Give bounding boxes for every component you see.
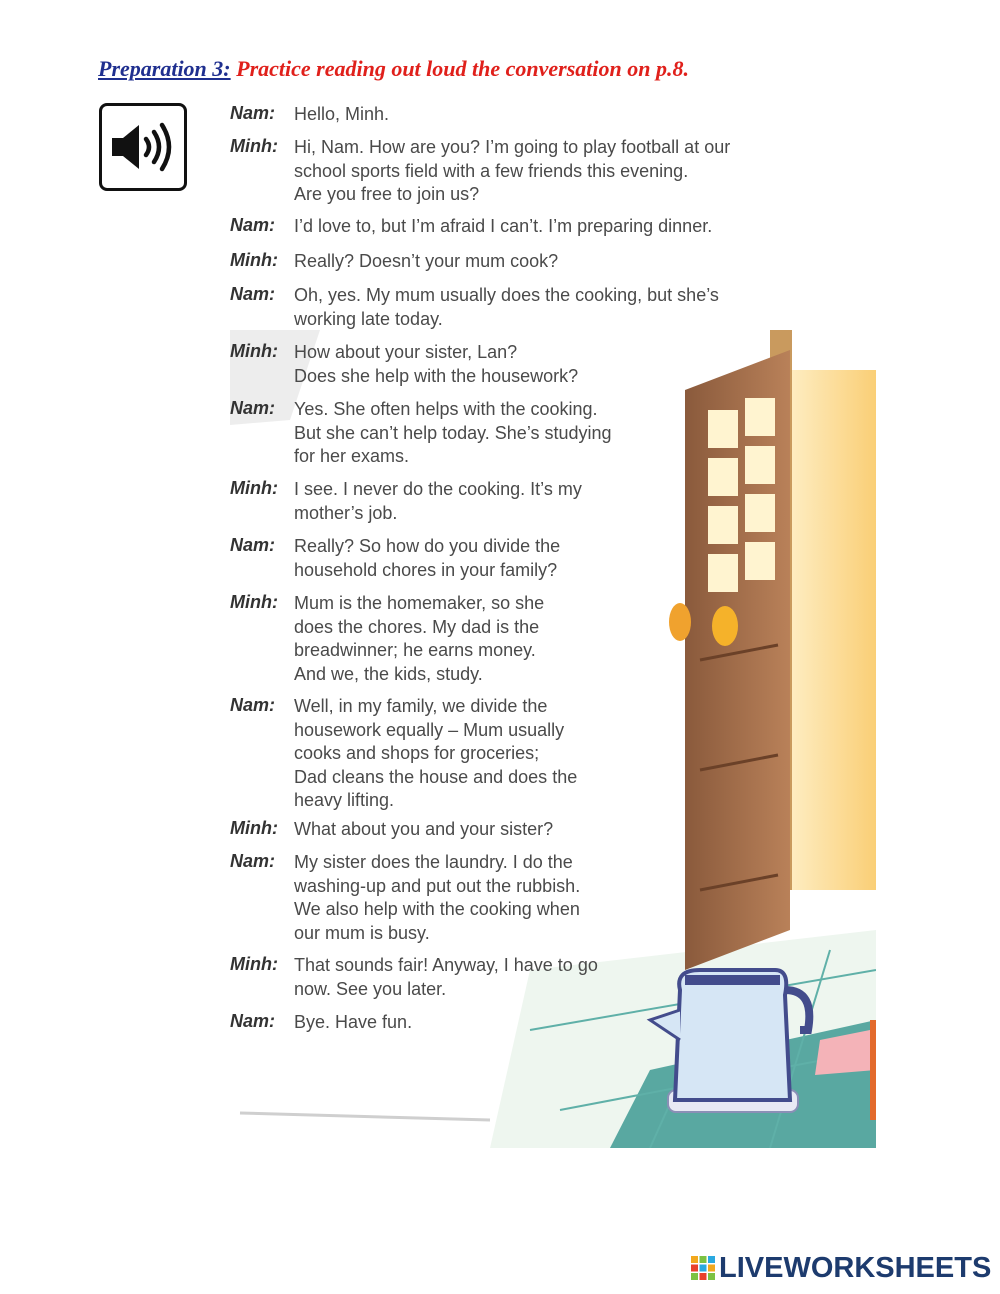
dialogue-line: working late today. — [294, 308, 443, 329]
dialogue-line: I see. I never do the cooking. It’s my — [294, 479, 582, 499]
dialogue-line: housework equally – Mum usually — [294, 719, 565, 740]
dialogue-line: does the chores. My dad is the — [294, 616, 540, 637]
dialogue-line: What about you and your sister? — [294, 819, 554, 839]
speaker-name: Nam: — [230, 103, 276, 123]
dialogue-line: Hello, Minh. — [294, 104, 390, 124]
dialogue-line: now. See you later. — [294, 978, 447, 999]
dialogue-line: But she can’t help today. She’s studying — [294, 422, 612, 443]
speaker-name: Minh: — [230, 478, 278, 498]
dialogue-line: washing-up and put out the rubbish. — [294, 875, 581, 896]
dialogue-line: I’d love to, but I’m afraid I can’t. I’m preparing dinner. — [294, 216, 713, 236]
dialogue-line: Oh, yes. My mum usually does the cooking, but she’s — [294, 285, 719, 305]
audio-play-button[interactable] — [99, 103, 187, 191]
dialogue-line: breadwinner; he earns money. — [294, 640, 536, 660]
dialogue-line: Are you free to join us? — [294, 184, 480, 204]
dialogue-line: My sister does the laundry. I do the — [294, 852, 573, 872]
dialogue-line: Hi, Nam. How are you? I’m going to play football at our — [294, 137, 731, 157]
dialogue-line: heavy lifting. — [294, 790, 395, 810]
dialogue-line: cooks and shops for groceries; — [294, 743, 540, 763]
dialogue-line: our mum is busy. — [294, 922, 430, 943]
speaker-name: Minh: — [230, 818, 278, 838]
heading-label: Preparation 3: — [98, 56, 231, 81]
speaker-name: Minh: — [230, 250, 278, 270]
speaker-name: Nam: — [230, 695, 276, 715]
speaker-name: Nam: — [230, 215, 276, 235]
heading-instruction: Practice reading out loud the conversation on p.8. — [236, 56, 689, 81]
dialogue-line: Bye. Have fun. — [294, 1012, 413, 1032]
dialogue-line: Really? Doesn’t your mum cook? — [294, 251, 559, 271]
dialogue-line: Dad cleans the house and does the — [294, 766, 578, 787]
speaker-name: Nam: — [230, 1011, 276, 1031]
speaker-name: Minh: — [230, 592, 278, 612]
logo-grid-icon — [691, 1256, 715, 1280]
dialogue-line: for her exams. — [294, 446, 410, 466]
dialogue-line: school sports field with a few friends this evening. — [294, 160, 689, 181]
dialogue-line: Does she help with the housework? — [294, 365, 579, 386]
dialogue-line: How about your sister, Lan? — [294, 342, 518, 362]
speaker-name: Nam: — [230, 284, 276, 304]
speaker-name: Nam: — [230, 851, 276, 871]
logo-text: LIVEWORKSHEETS — [719, 1251, 992, 1284]
dialogue-line: Yes. She often helps with the cooking. — [294, 399, 598, 419]
dialogue-line: Mum is the homemaker, so she — [294, 593, 545, 613]
speaker-name: Nam: — [230, 535, 276, 555]
dialogue-line: Well, in my family, we divide the — [294, 696, 548, 716]
dialogue-line: And we, the kids, study. — [294, 663, 483, 684]
dialogue-line: Really? So how do you divide the — [294, 536, 561, 556]
speaker-name: Minh: — [230, 954, 278, 974]
speaker-name: Minh: — [230, 136, 278, 156]
page-heading — [98, 56, 689, 82]
dialogue-line: We also help with the cooking when — [294, 899, 580, 919]
dialogue-line: mother’s job. — [294, 502, 398, 523]
dialogue-line: That sounds fair! Anyway, I have to go — [294, 955, 598, 975]
liveworksheets-logo — [691, 1252, 991, 1284]
speaker-name: Minh: — [230, 341, 278, 361]
speaker-icon — [106, 117, 180, 177]
speaker-name: Nam: — [230, 398, 276, 418]
dialogue-line: household chores in your family? — [294, 559, 558, 580]
